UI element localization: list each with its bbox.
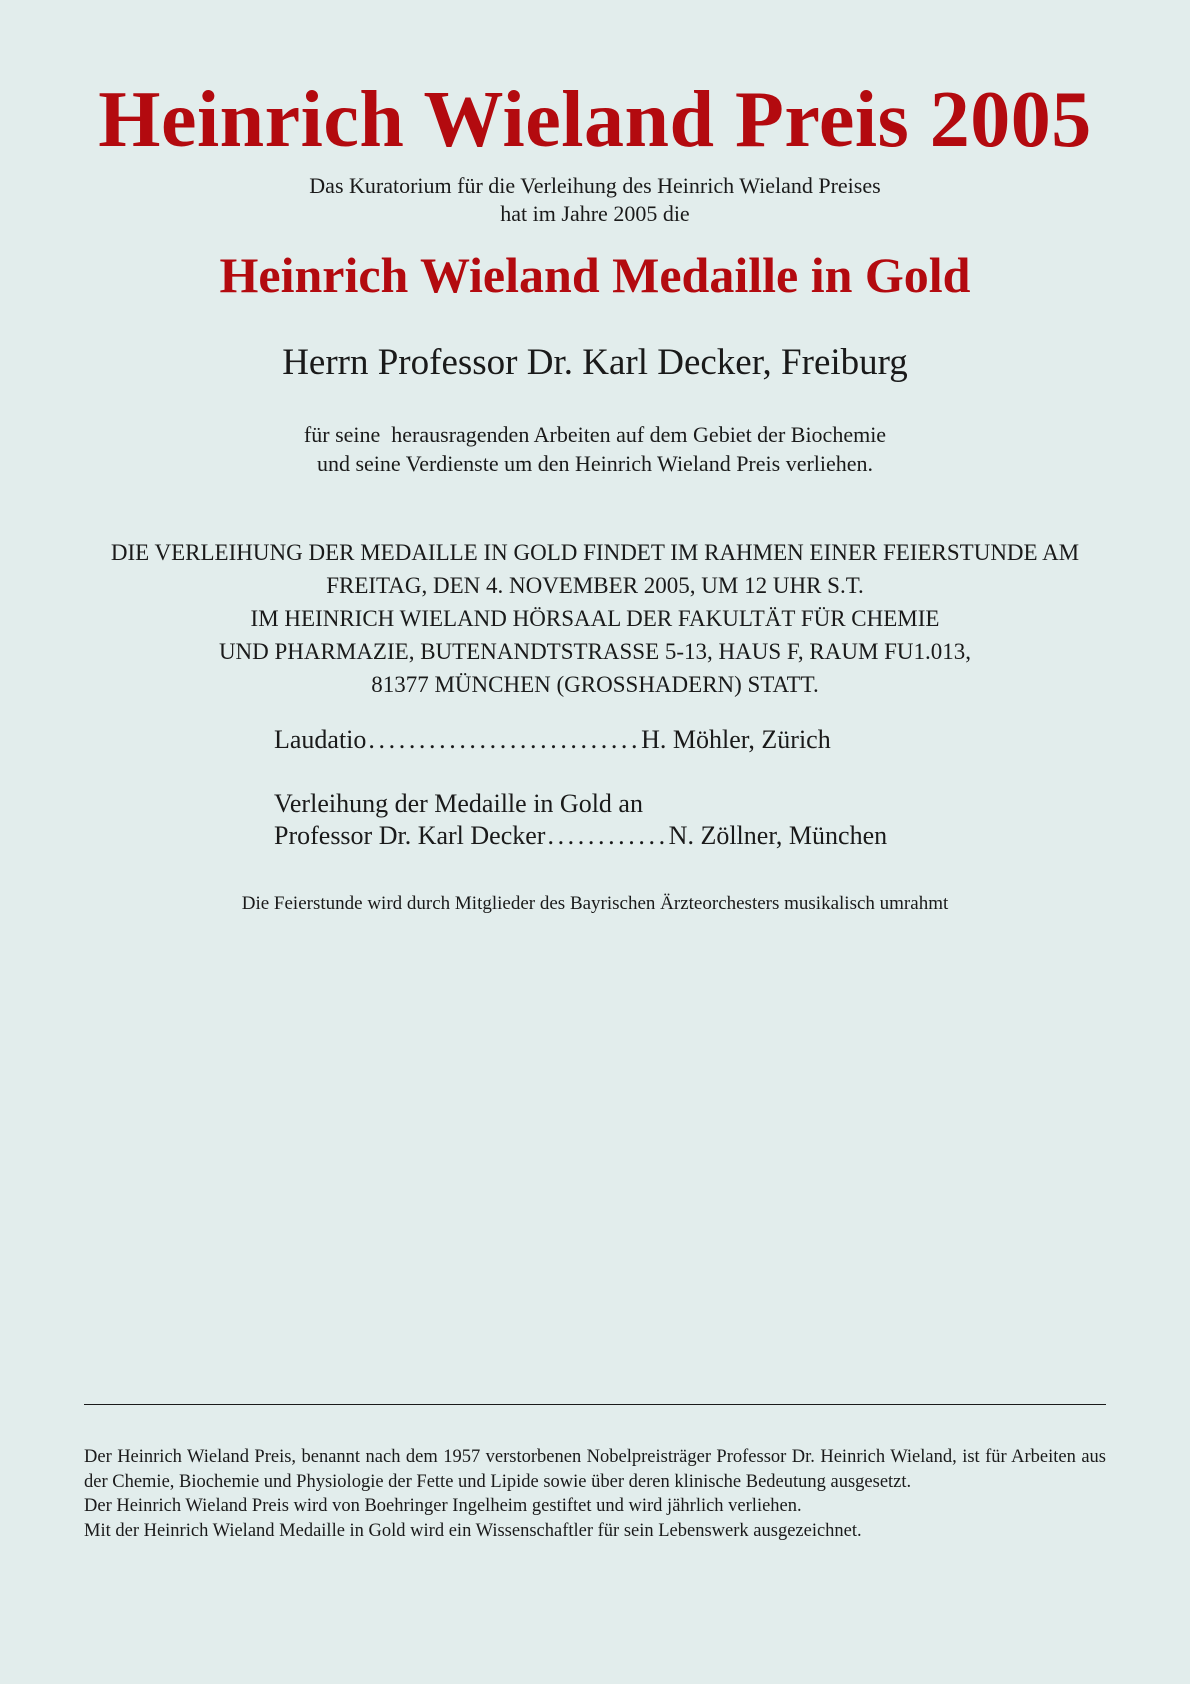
- reason-line-2: und seine Verdienste um den Heinrich Wieland Preis verliehen.: [316, 451, 874, 476]
- ceremony-line-4: UND PHARMAZIE, BUTENANDTSTRASSE 5-13, HAUS F, RAUM FU1.013,: [218, 639, 972, 664]
- reason-line-1: für seine herausragenden Arbeiten auf dem Gebiet der Biochemie: [303, 422, 887, 447]
- laudatio-leader-dots: ...........................: [368, 725, 642, 754]
- award-label-line-2: Professor Dr. Karl Decker: [274, 821, 546, 850]
- ceremony-line-1: DIE VERLEIHUNG DER MEDAILLE IN GOLD FINDET IM RAHMEN EINER FEIERSTUNDE AM: [110, 540, 1080, 565]
- program-item-award: [274, 788, 974, 852]
- footer-info: [84, 1445, 1106, 1543]
- page-title: Heinrich Wieland Preis 2005: [98, 76, 1092, 164]
- ceremony-line-3: IM HEINRICH WIELAND HÖRSAAL DER FAKULTÄT FÜR CHEMIE: [250, 606, 940, 631]
- award-label-line-1: Verleihung der Medaille in Gold an: [274, 789, 643, 818]
- footer-divider: [84, 1404, 1106, 1405]
- laudatio-label: Laudatio: [274, 725, 367, 754]
- music-note: Die Feierstunde wird durch Mitglieder des Bayrischen Ärzteorchesters musikalisch umrahmt: [241, 893, 949, 914]
- intro-line-1: Das Kuratorium für die Verleihung des Heinrich Wieland Preises: [309, 173, 881, 198]
- award-leader-dots: ............: [547, 821, 669, 850]
- ceremony-line-5: 81377 MÜNCHEN (GROSSHADERN) STATT.: [371, 672, 819, 697]
- laudatio-speaker: H. Möhler, Zürich: [641, 725, 831, 754]
- award-speaker: N. Zöllner, München: [668, 821, 888, 850]
- footer-line-2: Der Heinrich Wieland Preis wird von Boehringer Ingelheim gestiftet und wird jährlich verliehen.: [84, 1496, 802, 1516]
- ceremony-announcement: [60, 536, 1130, 701]
- ceremony-line-2: FREITAG, DEN 4. NOVEMBER 2005, UM 12 UHR S.T.: [326, 573, 864, 598]
- footer-paragraph-1: Der Heinrich Wieland Preis, benannt nach dem 1957 verstorbenen Nobelpreisträger Professor Dr. Heinrich Wieland, ist für Arbeiten aus der Chemie, Biochemie und Physiologie der Fette und Lipide sowie über deren klinische Bedeutung ausgesetzt.: [84, 1447, 1106, 1492]
- intro-text: [0, 172, 1190, 228]
- footer-line-3: Mit der Heinrich Wieland Medaille in Gold wird ein Wissenschaftler für sein Lebenswerk ausgezeichnet.: [84, 1520, 862, 1541]
- intro-line-2: hat im Jahre 2005 die: [500, 201, 690, 226]
- medal-title: Heinrich Wieland Medaille in Gold: [219, 247, 971, 303]
- program-item-laudatio: [274, 724, 974, 756]
- award-reason: [0, 420, 1190, 478]
- recipient-name: Herrn Professor Dr. Karl Decker, Freiburg: [282, 342, 908, 383]
